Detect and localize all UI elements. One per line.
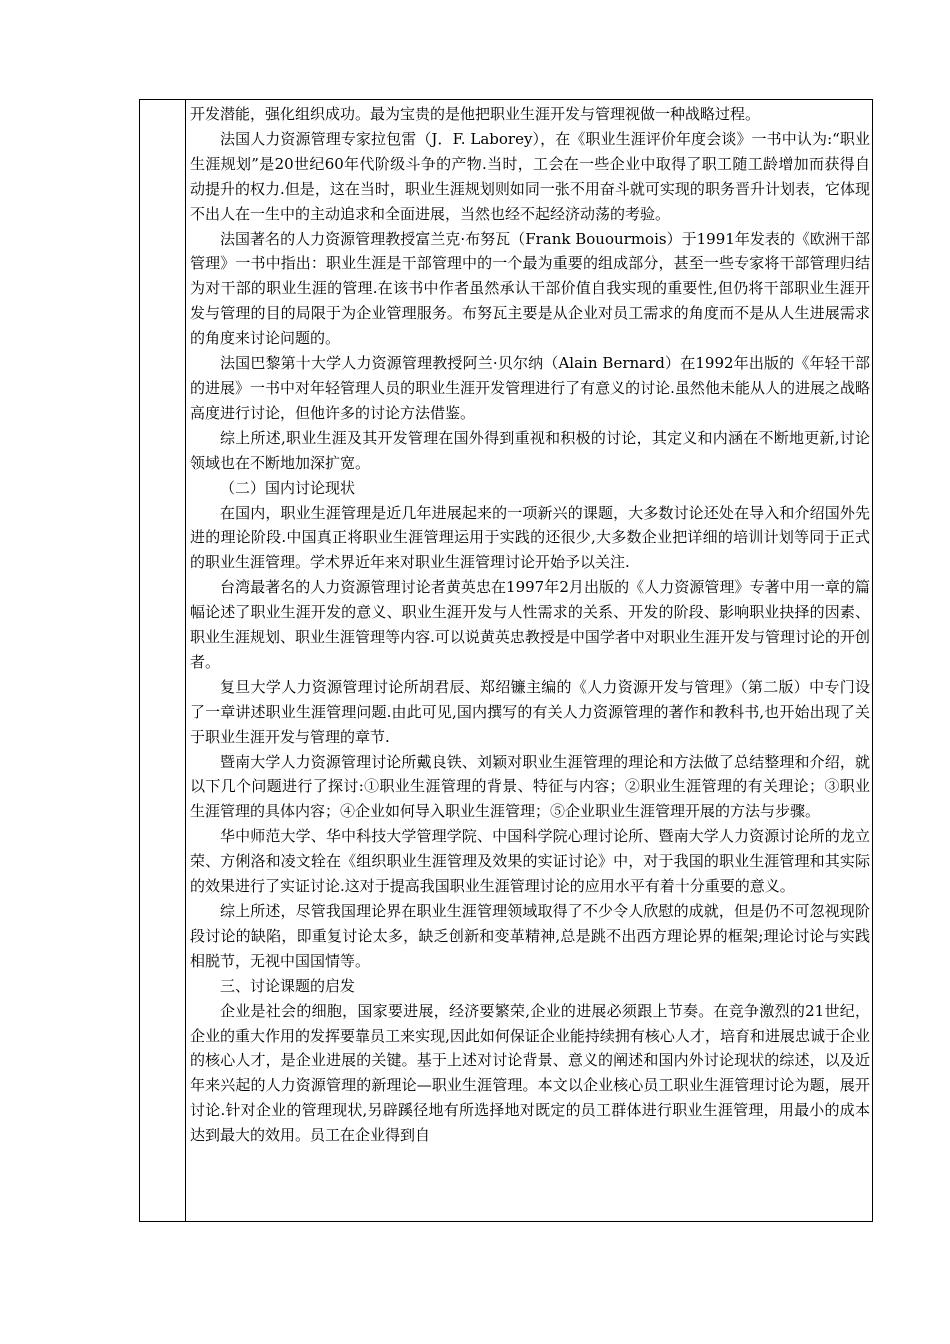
section-heading: 三、讨论课题的启发 <box>220 976 356 995</box>
table-left-column <box>140 100 186 1221</box>
paragraph: 暨南大学人力资源管理讨论所戴良铁、刘颖对职业生涯管理的理论和方法做了总结整理和介绍，就以下几个问题进行了探讨:①职业生涯管理的背景、特征与内容；②职业生涯管理的有关理论；③职业生涯管理的具体内容；④企业如何导入职业生涯管理；⑤企业职业生涯管理开展的方法与步骤。 <box>190 752 870 821</box>
paragraph: 台湾最著名的人力资源管理讨论者黄英忠在1997年2月出版的《人力资源管理》专著中用一章的篇幅论述了职业生涯开发的意义、职业生涯开发与人性需求的关系、开发的阶段、影响职业抉择的因素、职业生涯规划、职业生涯管理等内容.可以说黄英忠教授是中国学者中对职业生涯开发与管理讨论的开创者。 <box>190 578 870 671</box>
paragraph: 法国著名的人力资源管理教授富兰克·布努瓦（Frank Bouourmois）于1991年发表的《欧洲干部管理》一书中指出：职业生涯是干部管理中的一个最为重要的组成部分，甚至一些专家将干部管理归结为对干部的职业生涯的管理.在该书中作者虽然承认干部价值自我实现的重要性,但仍将干部职业生涯开发与管理的目的局限于为企业管理服务。布努瓦主要是从企业对员工需求的角度而不是从人生进展需求的角度来讨论问题的。 <box>190 229 870 348</box>
document-body <box>187 100 872 1221</box>
paragraph: 华中师范大学、华中科技大学管理学院、中国科学院心理讨论所、暨南大学人力资源讨论所的龙立荣、方俐洛和凌文辁在《组织职业生涯管理及效果的实证讨论》中，对于我国的职业生涯管理和其实际的效果进行了实证讨论.这对于提高我国职业生涯管理讨论的应用水平有着十分重要的意义。 <box>190 827 870 896</box>
paragraph: 在国内，职业生涯管理是近几年进展起来的一项新兴的课题，大多数讨论还处在导入和介绍国外先进的理论阶段.中国真正将职业生涯管理运用于实践的还很少,大多数企业把详细的培训计划等同于正式的职业生涯管理。学术界近年来对职业生涯管理讨论开始予以关注. <box>190 503 870 572</box>
paragraph: 企业是社会的细胞，国家要进展，经济要繁荣,企业的进展必须跟上节奏。在竞争激烈的21世纪，企业的重大作用的发挥要靠员工来实现,因此如何保证企业能持续拥有核心人才，培育和进展忠诚于企业的核心人才，是企业进展的关键。基于上述对讨论背景、意义的阐述和国内外讨论现状的综述，以及近年来兴起的人力资源管理的新理论—职业生涯管理。本文以企业核心员工职业生涯管理讨论为题，展开讨论.针对企业的管理现状,另辟蹊径地有所选择地对既定的员工群体进行职业生涯管理，用最小的成本达到最大的效用。员工在企业得到自 <box>190 1001 870 1145</box>
paragraph: 综上所述，尽管我国理论界在职业生涯管理领域取得了不少令人欣慰的成就，但是仍不可忽视现阶段讨论的缺陷，即重复讨论太多，缺乏创新和变革精神,总是跳不出西方理论界的框架;理论讨论与实践相脱节，无视中国国情等。 <box>190 902 870 970</box>
paragraph: 复旦大学人力资源管理讨论所胡君辰、郑绍镰主编的《人力资源开发与管理》（第二版）中专门设了一章讲述职业生涯管理问题.由此可见,国内撰写的有关人力资源管理的著作和教科书,也开始出现了关于职业生涯开发与管理的章节. <box>190 677 870 746</box>
paragraph: 综上所述,职业生涯及其开发管理在国外得到重视和积极的讨论，其定义和内涵在不断地更新,讨论领域也在不断地加深扩宽。 <box>190 428 870 472</box>
section-heading: （二）国内讨论现状 <box>220 478 356 497</box>
paragraph: 法国人力资源管理专家拉包雷（J．F. Laborey），在《职业生涯评价年度会谈》一书中认为:“职业生涯规划”是20世纪60年代阶级斗争的产物.当时，工会在一些企业中取得了职工随工龄增加而获得自动提升的权力.但是，这在当时，职业生涯规划则如同一张不用奋斗就可实现的职务晋升计划表，它体现不出人在一生中的主动追求和全面进展，当然也经不起经济动荡的考验。 <box>190 129 870 223</box>
paragraph: 开发潜能，强化组织成功。最为宝贵的是他把职业生涯开发与管理视做一种战略过程。 <box>190 105 761 123</box>
document-table <box>139 99 873 1222</box>
paragraph: 法国巴黎第十大学人力资源管理教授阿兰·贝尔纳（Alain Bernard）在1992年出版的《年轻干部的进展》一书中对年轻管理人员的职业生涯开发管理进行了有意义的讨论.虽然他未能从人的进展之战略高度进行讨论，但他许多的讨论方法借鉴。 <box>190 354 870 422</box>
